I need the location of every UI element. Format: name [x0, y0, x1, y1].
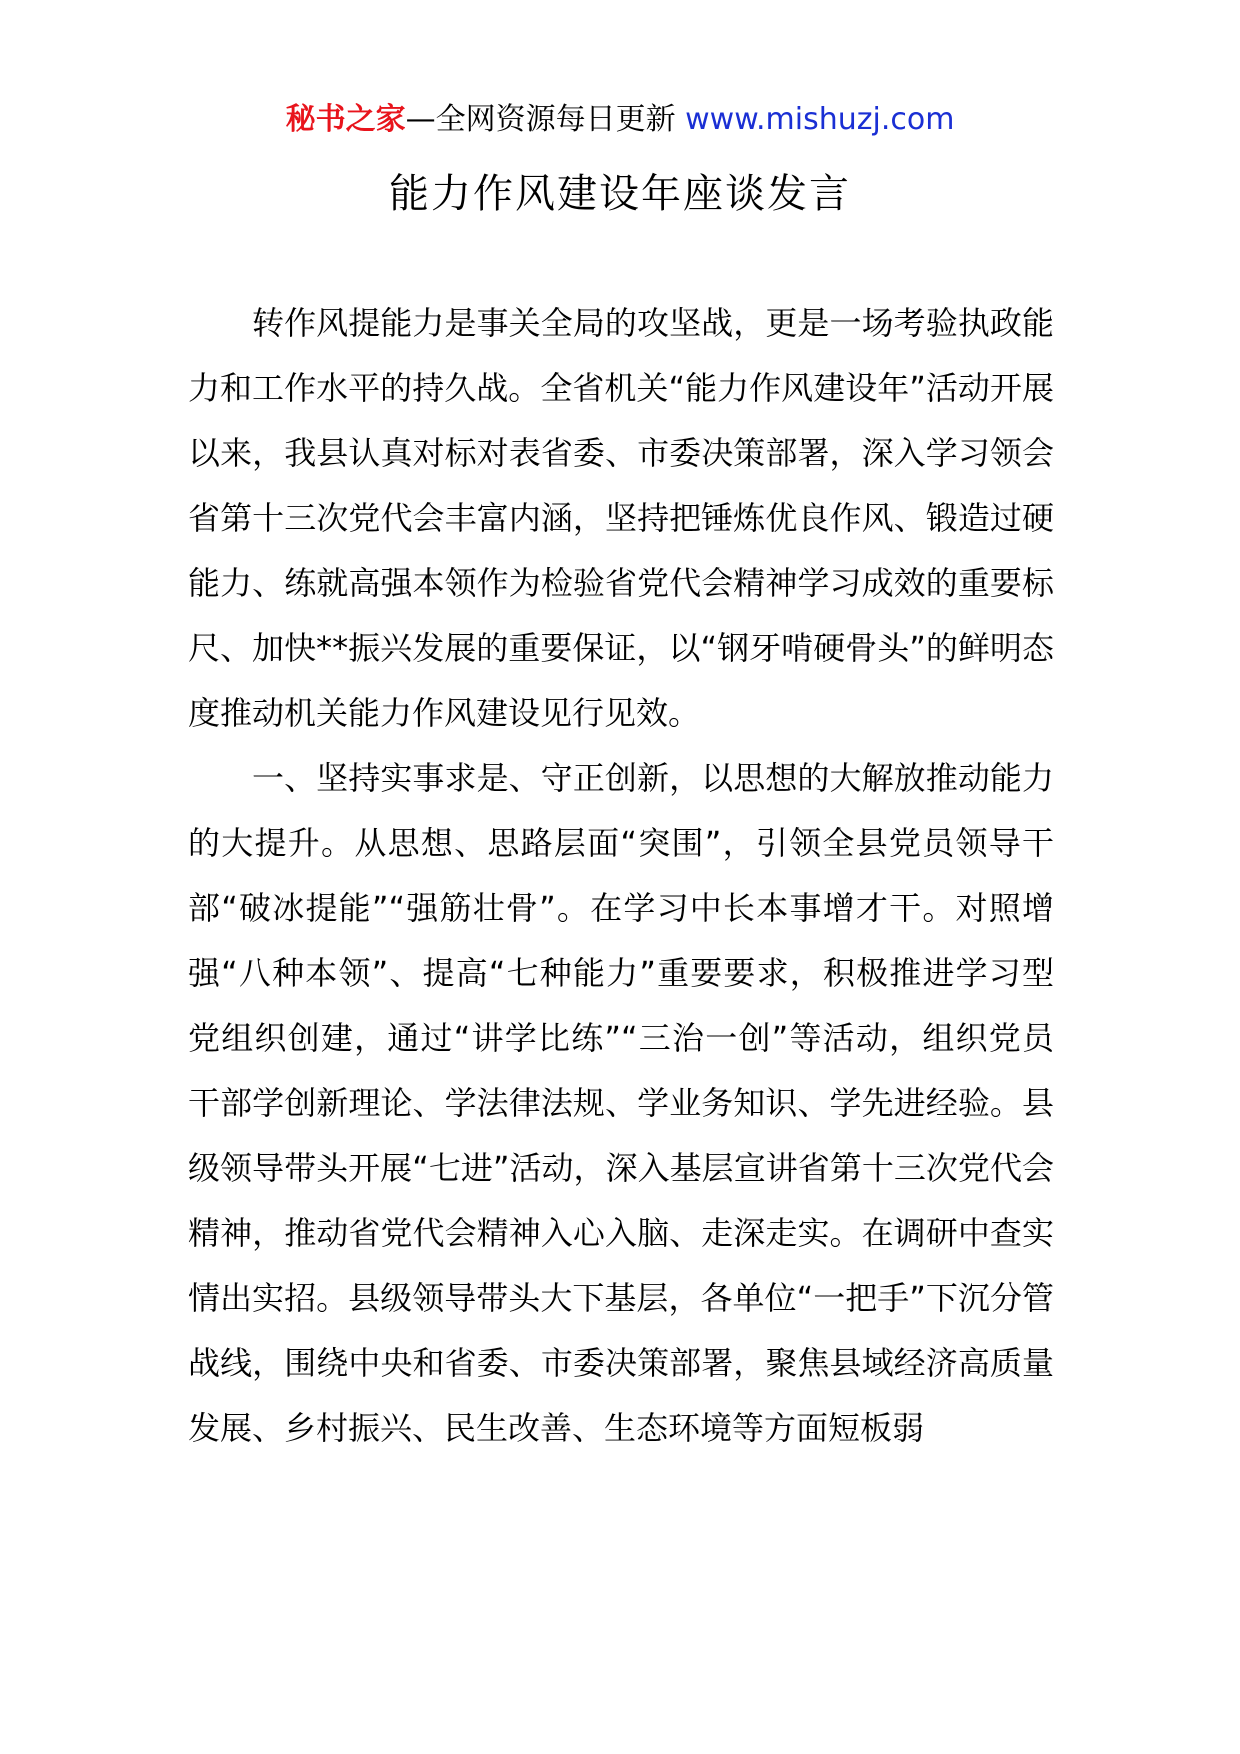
document-title: 能力作风建设年座谈发言	[389, 171, 851, 217]
title-container	[0, 166, 1240, 222]
header-tagline: —全网资源每日更新	[405, 102, 676, 137]
brand-name: 秘书之家	[285, 102, 406, 137]
watermark-header	[0, 98, 1240, 142]
document-body	[188, 291, 1054, 1461]
paragraph: 转作风提能力是事关全局的攻坚战，更是一场考验执政能力和工作水平的持久战。全省机关“能力作风建设年”活动开展以来，我县认真对标对表省委、市委决策部署，深入学习领会省第十三次党代会丰富内涵，坚持把锤炼优良作风、锻造过硬能力、练就高强本领作为检验省党代会精神学习成效的重要标尺、加快**振兴发展的重要保证，以“钢牙啃硬骨头”的鲜明态度推动机关能力作风建设见行见效。	[188, 304, 1054, 732]
site-url-link[interactable]: www.mishuzj.com	[685, 102, 955, 137]
paragraph: 一、坚持实事求是、守正创新，以思想的大解放推动能力的大提升。从思想、思路层面“突围”，引领全县党员领导干部“破冰提能”“强筋壮骨”。在学习中长本事增才干。对照增强“八种本领”、提高“七种能力”重要要求，积极推进学习型党组织创建，通过“讲学比练”“三治一创”等活动，组织党员干部学创新理论、学法律法规、学业务知识、学先进经验。县级领导带头开展“七进”活动，深入基层宣讲省第十三次党代会精神，推动省党代会精神入心入脑、走深走实。在调研中查实情出实招。县级领导带头大下基层，各单位“一把手”下沉分管战线，围绕中央和省委、市委决策部署，聚焦县域经济高质量发展、乡村振兴、民生改善、生态环境等方面短板弱	[188, 759, 1054, 1447]
